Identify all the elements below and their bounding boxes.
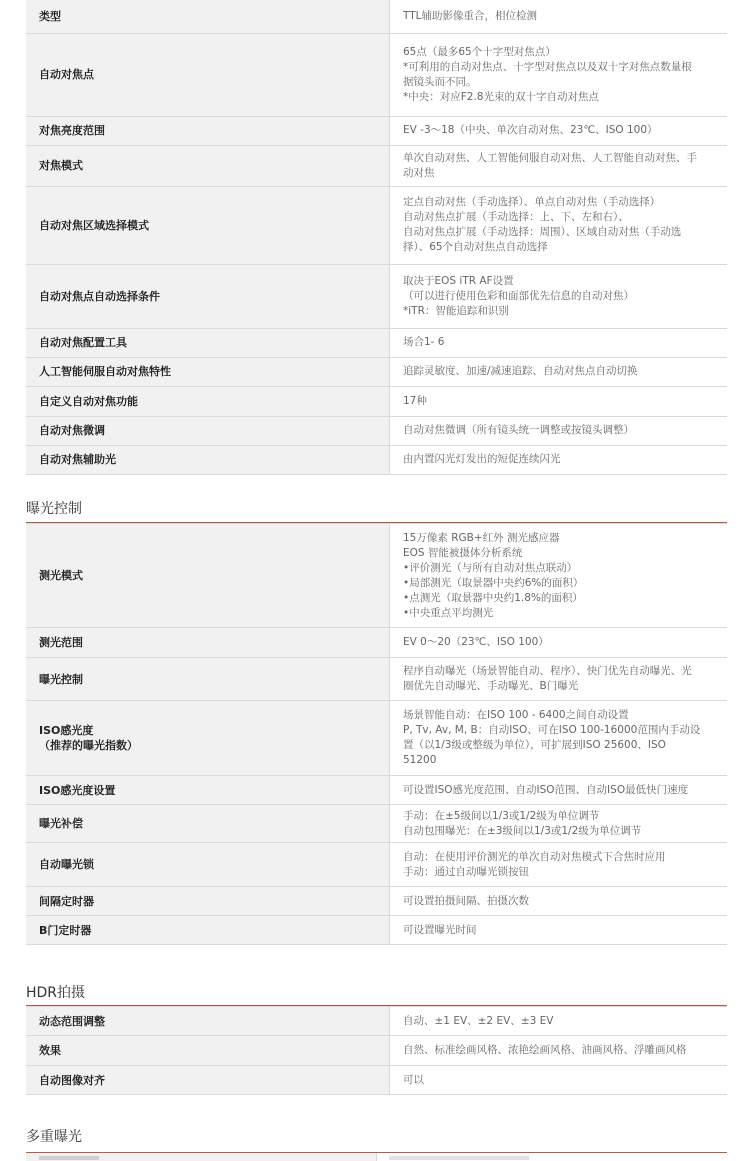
spec-row (26, 386, 727, 416)
spec-label-text: 自定义自动对焦功能 (39, 394, 138, 408)
spec-label (26, 628, 390, 658)
spec-row (26, 1007, 727, 1036)
spec-value (390, 805, 728, 843)
section-title-multi-exposure: 多重曝光 (26, 1129, 82, 1145)
spec-label-text: 自动对焦点自动选择条件 (39, 289, 160, 303)
spec-value-line: 自动、±1 EV、±2 EV、±3 EV (403, 1014, 554, 1027)
spec-value-line: 可设置ISO感光度范围、自动ISO范围、自动ISO最低快门速度 (403, 783, 689, 796)
spec-value-line: 由内置闪光灯发出的短促连续闪光 (403, 453, 561, 465)
spec-value-line: 自动对焦点扩展（手动选择：上、下、左和右）、 (403, 211, 629, 223)
spec-label (26, 328, 390, 357)
spec-row (26, 116, 727, 145)
spec-value-line: •评价测光（与所有自动对焦点联动） (403, 561, 578, 574)
spec-value-line: P, Tv, Av, M, B：自动ISO、可在ISO 100-16000范围内手动设 (403, 724, 701, 736)
spec-value-line: •点测光（取景器中央约1.8%的面积） (403, 591, 583, 604)
spec-row (26, 357, 727, 386)
af-spec-table (26, 0, 727, 475)
spec-value-line: *可利用的自动对焦点、十字型对焦点以及双十字对焦点数量根 (403, 60, 692, 73)
spec-label-text: 测光范围 (39, 636, 83, 649)
spec-row (26, 264, 727, 328)
spec-value (390, 887, 728, 916)
spec-row (26, 1036, 727, 1066)
spec-value (390, 1066, 728, 1095)
spec-value-line: 定点自动对焦（手动选择）、单点自动对焦（手动选择） (403, 196, 661, 208)
spec-value (390, 386, 728, 416)
spec-label (26, 264, 390, 328)
spec-value (390, 701, 728, 776)
spec-row (26, 0, 727, 33)
spec-value-line: 自动：在使用评价测光的单次自动对焦模式下合焦时应用 (403, 850, 666, 863)
spec-label (26, 776, 390, 805)
spec-value-line: EV -3～18（中央、单次自动对焦、23℃、ISO 100） (403, 124, 658, 136)
spec-value (390, 328, 728, 357)
spec-label (26, 887, 390, 916)
spec-label (26, 116, 390, 145)
multi-exposure-table-partial (26, 1153, 727, 1161)
spec-value-line: 自动对焦点扩展（手动选择：周围）、区域自动对焦（手动选 (403, 226, 682, 238)
spec-value (390, 445, 728, 474)
spec-label (26, 145, 390, 186)
spec-value-line: 自动包围曝光：在±3级间以1/3或1/2级为单位调节 (403, 824, 642, 837)
spec-label-text: 自动图像对齐 (39, 1073, 105, 1087)
spec-label (26, 186, 390, 264)
spec-value-line: •局部测光（取景器中央约6%的面积） (403, 576, 584, 589)
spec-label-text: 间隔定时器 (39, 894, 94, 908)
spec-label (26, 33, 390, 116)
hdr-spec-table-wrap (26, 1006, 727, 1095)
spec-label-text: 自动对焦微调 (39, 424, 105, 437)
spec-value-line: 择）、65个自动对焦点自动选择 (403, 241, 548, 253)
spec-value-line: 65点（最多65个十字型对焦点） (403, 45, 556, 58)
spec-value-line: EOS 智能被摄体分析系统 (403, 546, 523, 559)
cropped-text (389, 1156, 529, 1160)
spec-row (26, 33, 727, 116)
spec-label-text: 自动对焦区域选择模式 (39, 218, 149, 232)
spec-label (26, 386, 390, 416)
spec-value (390, 628, 728, 658)
spec-label (26, 701, 390, 776)
spec-value (390, 186, 728, 264)
spec-value-line: 可以 (403, 1073, 424, 1086)
spec-value-line: 可设置拍摄间隔、拍摄次数 (403, 894, 529, 907)
spec-row (26, 916, 727, 945)
spec-value (390, 33, 728, 116)
spec-value-line: 手动：在±5级间以1/3或1/2级为单位调节 (403, 809, 600, 822)
exposure-spec-table-wrap (26, 523, 727, 945)
spec-value-line: •中央重点平均测光 (403, 606, 494, 619)
spec-value-line: 自然、标准绘画风格、浓艳绘画风格、油画风格、浮雕画风格 (403, 1044, 687, 1056)
spec-value-line: 取决于EOS iTR AF设置 (403, 274, 514, 287)
spec-label (26, 1036, 390, 1066)
spec-row (26, 701, 727, 776)
spec-label (26, 916, 390, 945)
spec-value-line: 可设置曝光时间 (403, 923, 477, 936)
spec-row (26, 524, 727, 628)
spec-label-text: ISO感光度 (39, 724, 94, 737)
exposure-spec-table (26, 523, 727, 945)
spec-label-text: 自动对焦配置工具 (39, 336, 127, 349)
spec-value-line: 圈优先自动曝光、手动曝光、B门曝光 (403, 680, 579, 692)
spec-value (390, 116, 728, 145)
spec-row (26, 887, 727, 916)
spec-value-line: EV 0～20（23℃、ISO 100） (403, 636, 549, 648)
spec-label (26, 1066, 390, 1095)
spec-value (390, 524, 728, 628)
spec-value (390, 357, 728, 386)
spec-label-text: 效果 (39, 1044, 61, 1057)
spec-value-line: 单次自动对焦、人工智能伺服自动对焦、人工智能自动对焦、手 (403, 151, 697, 164)
spec-label-text: 曝光控制 (39, 672, 83, 686)
spec-value (390, 916, 728, 945)
spec-row (26, 843, 727, 887)
spec-value-line: 动对焦 (403, 166, 435, 179)
spec-row (26, 805, 727, 843)
spec-value-line: （可以进行使用色彩和面部优先信息的自动对焦） (403, 289, 634, 302)
spec-value (390, 1036, 728, 1066)
spec-label-text: 对焦亮度范围 (39, 124, 105, 137)
spec-label-cell (26, 1153, 377, 1161)
spec-value-line: 场景智能自动：在ISO 100 - 6400之间自动设置 (403, 709, 629, 721)
spec-label-text: 自动对焦辅助光 (39, 453, 116, 466)
spec-label-text: 自动对焦点 (39, 68, 94, 81)
spec-label-text: （推荐的曝光指数） (39, 739, 138, 752)
spec-value-line: TTL辅助影像重合，相位检测 (403, 9, 537, 22)
spec-value-line: *iTR：智能追踪和识别 (403, 304, 509, 317)
spec-row (26, 776, 727, 805)
spec-value-line: *中央：对应F2.8光束的双十字自动对焦点 (403, 90, 599, 103)
spec-label (26, 357, 390, 386)
spec-row (26, 628, 727, 658)
spec-value (390, 416, 728, 445)
af-spec-table-wrap (26, 0, 727, 475)
spec-value-line: 自动对焦微调（所有镜头统一调整或按镜头调整） (403, 424, 634, 436)
spec-label-text: B门定时器 (39, 923, 92, 937)
spec-label-text: 动态范围调整 (39, 1014, 105, 1028)
cropped-text (39, 1156, 99, 1160)
spec-value-line: 15万像素 RGB+红外 测光感应器 (403, 531, 560, 544)
spec-value (390, 264, 728, 328)
spec-row (26, 658, 727, 701)
spec-label (26, 843, 390, 887)
hdr-spec-table (26, 1006, 727, 1095)
spec-value-line: 追踪灵敏度、加速/减速追踪、自动对焦点自动切换 (403, 365, 638, 377)
spec-label-text: 曝光补偿 (39, 817, 83, 830)
spec-row (26, 186, 727, 264)
spec-value-line: 据镜头而不同。 (403, 75, 477, 88)
spec-row (26, 145, 727, 186)
spec-row (26, 1066, 727, 1095)
spec-value (390, 776, 728, 805)
spec-label (26, 0, 390, 33)
spec-label-text: 人工智能伺服自动对焦特性 (39, 365, 171, 378)
spec-label (26, 416, 390, 445)
spec-value (390, 1007, 728, 1036)
spec-label (26, 805, 390, 843)
spec-row (26, 416, 727, 445)
spec-label (26, 1007, 390, 1036)
spec-value (390, 843, 728, 887)
spec-label-text: 测光模式 (39, 569, 83, 582)
spec-label-text: ISO感光度设置 (39, 783, 116, 797)
spec-value-line: 17种 (403, 394, 427, 407)
spec-row (26, 328, 727, 357)
spec-label (26, 445, 390, 474)
spec-value-line: 置（以1/3级或整级为单位），可扩展到ISO 25600、ISO (403, 739, 666, 751)
spec-value-line: 程序自动曝光（场景智能自动、程序）、快门优先自动曝光、光 (403, 665, 692, 677)
spec-label (26, 658, 390, 701)
spec-label-text: 对焦模式 (39, 159, 83, 172)
spec-value-line: 51200 (403, 754, 437, 766)
spec-value-line: 场合1- 6 (403, 336, 445, 348)
spec-value (390, 658, 728, 701)
spec-label (26, 524, 390, 628)
section-title-hdr: HDR拍摄 (26, 985, 86, 1001)
spec-label-text: 类型 (39, 9, 61, 23)
spec-row (26, 445, 727, 474)
section-title-exposure: 曝光控制 (26, 501, 82, 517)
spec-value (390, 145, 728, 186)
spec-label-text: 自动曝光锁 (39, 858, 94, 871)
spec-value (390, 0, 728, 33)
spec-value-line: 手动：通过自动曝光锁按钮 (403, 865, 529, 878)
